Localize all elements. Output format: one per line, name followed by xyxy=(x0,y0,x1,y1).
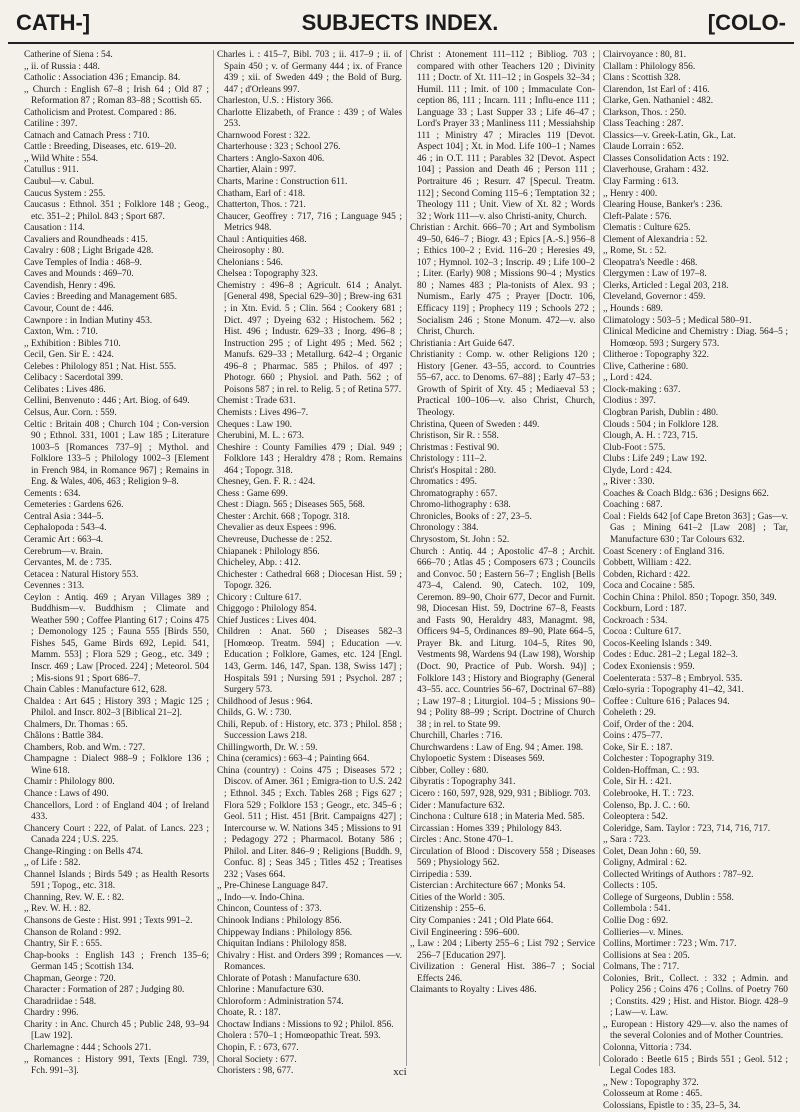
index-entry: Cavendish, Henry : 496. xyxy=(24,280,116,291)
index-entry: Coif, Order of the : 204. xyxy=(603,719,694,730)
index-entry: Cochin China : Philol. 850 ; Topogr. 350, 349. xyxy=(603,592,777,603)
index-entry: Cocos-Keeling Islands : 349. xyxy=(603,638,712,649)
index-entry: Chinook Indians : Philology 856. xyxy=(217,916,342,927)
index-entry: Cheques : Law 190. xyxy=(217,419,292,430)
index-entry: Clodius : 397. xyxy=(603,396,656,407)
index-entry: Cerebrum—v. Brain. xyxy=(24,546,103,557)
index-entry: ,, Pre-Chinese Language 847. xyxy=(217,881,328,892)
index-entry: Cocoa : Culture 617. xyxy=(603,627,682,638)
index-entry: Chapman, George : 720. xyxy=(24,973,116,984)
index-entry: Claverhouse, Graham : 432. xyxy=(603,165,709,176)
index-entry: Colchester : Topography 319. xyxy=(603,754,715,765)
index-entry: Codes : Educ. 281–2 ; Legal 182–3. xyxy=(603,650,738,661)
index-entry: Chap-books : English 143 ; French 135–6; German 145 ; Scottish 134. xyxy=(24,950,209,973)
index-entry: Christ : Atonement 111–112 ; Bibliog. 703 ; compared with other Teachers 120 ; Divinity 111 ; Doctr. of Xt. 111–12 ; in Gospels 32–34 ; Humil. 111 ; Imit. of 100 ; Immaculate Con-ception 86, 111 ; Incarn. 111 ; Influ-ence 111 ; Language 33 ; Last Supper 33 ; Life 46–47 ; Lord's Prayer 33 ; Manliness 111 ; Messiahship 111 ; Ministry 47 ; Miracles 119 [Devot. Aspect 104] ; Xt. in Mod. Life 100–1 ; Names 46 ; in O.T. 111 ; Parables 32 [Devot. Aspect 104] ; Passion and Death 46 ; Person 111 ; Portraiture 46 ; Resurr. 47 [Specul. Treatm. 112] ; Second Coming 115–6 ; Temptation 32 ; Theology 111 ; Unit. View of Xt. 82 ; Words 32 ; Work 111—v. also Christi-anity, Church. xyxy=(410,50,595,222)
index-entry: Charity : in Anc. Church 45 ; Public 248, 93–94 [Law 192]. xyxy=(24,1019,209,1042)
index-entry: Claimants to Royalty : Lives 486. xyxy=(410,985,537,996)
index-entry: Cavalry : 608 ; Light Brigade 428. xyxy=(24,246,154,257)
index-entry: Chester : Archit. 668 ; Topogr. 318. xyxy=(217,511,350,522)
index-entry: Catullus : 911. xyxy=(24,165,79,176)
index-entry: Chiapanek : Philology 856. xyxy=(217,546,320,557)
index-entry: Cinchona : Culture 618 ; in Materia Med. 585. xyxy=(410,812,585,823)
index-entry: Clitheroe : Topography 322. xyxy=(603,350,709,361)
index-entry: College of Surgeons, Dublin : 558. xyxy=(603,892,734,903)
index-entry: Charleston, U.S. : History 366. xyxy=(217,96,334,107)
index-entry: Chief Justices : Lives 404. xyxy=(217,615,317,626)
index-entry: Character : Formation of 287 ; Judging 80. xyxy=(24,985,185,996)
index-entry: Cobden, Richard : 422. xyxy=(603,569,691,580)
index-entry: Chrysostom, St. John : 52. xyxy=(410,534,510,545)
index-entry: Colossians, Epistle to : 35, 23–5, 34. xyxy=(603,1100,741,1111)
index-entry: Clyde, Lord : 424. xyxy=(603,465,673,476)
index-entry: Cheirosophy : 80. xyxy=(217,246,284,257)
index-entry: Chevreuse, Duchesse de : 252. xyxy=(217,534,333,545)
index-entry: Cevennes : 313. xyxy=(24,581,85,592)
index-entry: Clergymen : Law of 197–8. xyxy=(603,269,707,280)
index-entry: Clallam : Philology 856. xyxy=(603,61,696,72)
index-entry: Cawnpore : in Indian Mutiny 453. xyxy=(24,315,153,326)
index-entry: Childs, G. W. : 730. xyxy=(217,708,292,719)
index-entry: Catholic : Association 436 ; Emancip. 84. xyxy=(24,73,181,84)
index-entry: Classics—v. Greek-Latin, Gk., Lat. xyxy=(603,130,736,141)
index-entry: Chelsea : Topography 323. xyxy=(217,269,318,280)
index-entry: Chess : Game 699. xyxy=(217,488,288,499)
index-entry: Coaching : 687. xyxy=(603,500,663,511)
index-entry: Chaucer, Geoffrey : 717, 716 ; Language 945 ; Metrics 948. xyxy=(217,211,402,234)
index-entry: Clinical Medicine and Chemistry : Diag. 564–5 ; Homœop. 593 ; Surgery 573. xyxy=(603,327,788,349)
index-entry: Channel Islands ; Birds 549 ; as Health Resorts 591 ; Topog., etc. 318. xyxy=(24,869,209,892)
index-entry: Catnach and Catnach Press : 710. xyxy=(24,130,150,141)
index-entry: Colden-Hoffman, C. : 93. xyxy=(603,765,700,776)
index-entry: ,, Henry : 400. xyxy=(603,188,658,199)
index-entry: Champagne : Dialect 988–9 ; Folklore 136 ; Wine 618. xyxy=(24,754,209,776)
index-entry: Caubul—v. Cabul. xyxy=(24,177,94,188)
index-entry: Coast Scenery : of England 316. xyxy=(603,546,725,557)
index-entry: China (ceramics) : 663–4 ; Painting 664. xyxy=(217,754,370,765)
index-entry: Clouds : 504 ; in Folklore 128. xyxy=(603,419,719,430)
index-entry: Cavies : Breeding and Management 685. xyxy=(24,292,178,303)
index-entry: Chlorate of Potash : Manufacture 630. xyxy=(217,973,361,984)
index-entry: Central Asia : 344–5. xyxy=(24,511,104,522)
index-entry: Charnwood Forest : 322. xyxy=(217,130,311,141)
index-entry: Chiquitan Indians : Philology 858. xyxy=(217,939,347,950)
index-entry: Chemist : Trade 631. xyxy=(217,396,296,407)
index-entry: Colosseum at Rome : 465. xyxy=(603,1089,703,1100)
index-entry: Class Teaching : 287. xyxy=(603,119,684,130)
index-entry: Chronicles, Books of : 27, 23–5. xyxy=(410,511,532,522)
index-entry: Collins, Mortimer : 723 ; Wm. 717. xyxy=(603,939,737,950)
index-entry: Charles i. : 415–7, Bibl. 703 ; ii. 417–9 ; ii. of Spain 450 ; v. of Germany 444 ; ix. of France 439 ; xii. of Sweden 449 ; the Bold of Burg. 447 ; d'Orleans 997. xyxy=(217,50,402,95)
index-entry: ,, Rev. W. H. : 82. xyxy=(24,904,91,915)
index-entry: Choral Society : 677. xyxy=(217,1054,297,1065)
index-entry: Caucasus : Ethnol. 351 ; Folklore 148 ; Geog., etc. 351–2 ; Philol. 843 ; Sport 687. xyxy=(24,200,209,222)
index-entry: Chivalry : Hist. and Orders 399 ; Romances —v. Romances. xyxy=(217,950,402,973)
index-entry: Chemists : Lives 496–7. xyxy=(217,407,309,418)
index-entry: Christmas : Festival 90. xyxy=(410,442,500,453)
index-entry: Chiggogo : Philology 854. xyxy=(217,604,317,615)
index-entry: Chest : Diagn. 565 ; Diseases 565, 568. xyxy=(217,500,365,511)
index-entry: Cleopatra's Needle : 468. xyxy=(603,257,698,268)
index-entry: Celibates : Lives 486. xyxy=(24,384,106,395)
index-column-1 xyxy=(24,50,209,1077)
index-entry: Clarke, Gen. Nathaniel : 482. xyxy=(603,96,714,107)
index-entry: Cibber, Colley : 680. xyxy=(410,765,489,776)
index-entry: ,, Wild White : 554. xyxy=(24,153,99,164)
index-entry: Cities of the World : 305. xyxy=(410,892,505,903)
index-entry: Cistercian : Architecture 667 ; Monks 54. xyxy=(410,881,566,892)
index-entry: Christ's Hospital : 280. xyxy=(410,465,497,476)
index-entry: Christiania : Art Guide 647. xyxy=(410,338,515,349)
index-entry: Cavaliers and Roundheads : 415. xyxy=(24,234,148,245)
index-entry: Cecil, Gen. Sir E. : 424. xyxy=(24,350,114,361)
index-entry: Club-Foot : 575. xyxy=(603,442,666,453)
index-entry: Chicory : Culture 617. xyxy=(217,592,302,603)
index-entry: Claude Lorrain : 652. xyxy=(603,142,684,153)
index-entry: Clairvoyance : 80, 81. xyxy=(603,50,687,60)
index-entry: Caves and Mounds : 469–70. xyxy=(24,269,134,280)
index-entry: Catiline : 397. xyxy=(24,119,78,130)
index-entry: Chloroform : Administration 574. xyxy=(217,996,344,1007)
index-entry: Cobbett, William : 422. xyxy=(603,558,692,569)
index-column-4 xyxy=(599,50,788,1111)
index-entry: Chippeway Indians : Philology 856. xyxy=(217,927,353,938)
index-entry: Ceylon : Antiq. 469 ; Aryan Villages 389 ; Buddhism—v. Buddhism ; Climate and Weather 590 ; Coffee Planting 617 ; Coins 475 ; Demonology 125 ; Fauna 555 [Birds 550, Fishes 545, Game Birds 692, Lepid. 541, Mamm. 553] ; Flora 529 ; Geog., etc. 349 ; Inscr. 469 ; Law [Proced. 224] ; Meteorol. 504 ; Mis-sions 91 ; Sport 686–7. xyxy=(24,592,209,684)
index-entry: Cleft-Palate : 576. xyxy=(603,211,672,222)
index-entry: Clement of Alexandria : 52. xyxy=(603,234,708,245)
index-entry: Cellini, Benvenuto : 446 ; Art. Biog. of 649. xyxy=(24,396,190,407)
index-entry: Catherine of Siena : 54. xyxy=(24,50,113,60)
index-entry: ,, Law : 204 ; Liberty 255–6 ; List 792 ; Service 256–7 [Education 297]. xyxy=(410,939,595,961)
index-entry: Colebrooke, H. T. : 723. xyxy=(603,789,694,799)
index-entry: Collects : 105. xyxy=(603,881,658,892)
index-entry: Chillingworth, Dr. W. : 59. xyxy=(217,742,318,753)
index-entry: Chincon, Countess of : 373. xyxy=(217,904,322,915)
index-entry: China (country) : Coins 475 ; Diseases 572 ; Discov. of Amer. 361 ; Emigra-tion to U.S. 242 ; Ethnol. 345 ; Exch. Tables 268 ; Figs 627 ; Flora 529 ; Folklore 153 ; Geogr., etc. 345–6 ; Geol. 511 ; Hist. 451 [Brit. Campaigns 427] ; Intercourse w. W. Nations 345 ; Missions to 91 ; Pedagogy 272 ; Pharmacol. Botany 586 ; Philol. and Liter. 846–9 ; Religions [Buddh. 9, Confuc. 8] ; Seas 345 ; Titles 452 ; Treatises 232 ; Vases 664. xyxy=(217,765,402,880)
index-entry: Colorado : Beetle 615 ; Birds 551 ; Geol. 512 ; Legal Codes 183. xyxy=(603,1054,788,1077)
index-entry: Civil Engineering : 596–600. xyxy=(410,927,520,938)
index-entry: Chili, Repub. of : History, etc. 373 ; Philol. 858 ; Succession Laws 218. xyxy=(217,719,402,742)
index-entry: Ceramic Art : 663–4. xyxy=(24,534,104,545)
index-entry: ,, Romances : History 991, Texts [Engl. 739, Fch. 991–3]. xyxy=(24,1054,209,1077)
index-entry: Cider : Manufacture 632. xyxy=(410,800,505,811)
index-entry: Children : Anat. 560 ; Diseases 582–3 [Homœop. Treatm. 594] ; Education —v. Education ; Folklore, Games, etc. 124 [Engl. 143, Germ. 146, 147, Span. 138, Swiss 147] ; Hospitals 591 ; Nursing 591 ; Psychol. 287 ; Surgery 573. xyxy=(217,627,402,696)
index-entry: Clough, A. H. : 723, 715. xyxy=(603,431,698,442)
index-entry: Cleveland, Governor : 459. xyxy=(603,292,706,303)
index-entry: Church : Antiq. 44 ; Apostolic 47–8 ; Archit. 666–70 ; Atlas 45 ; Composers 673 ; Councils and Convoc. 50 ; Eastern 56–7 ; English [Bells 473–4, Calend. 90, Catech. 102, 109, Ceremon. 89–90, Choir 677, Decor and Furnit. 98, Diocesan Hist. 59, Doctrine 67–8, Feasts and Fasts 90, Heraldry 483, Managmt. 98, Officers 94–5, Ordinances 89–90, Plate 664–5, Prayer Bk. and Liturg. 104–5, Rites 90, Vestments 98, Wardens 94 (Law 198), Worship (Doct. 90, Practice of Pub. Worsh. 94)] ; Folklore 143 ; History and Biography (General 43–55. acc. Countries 56–67, Doctrinal 67–88) ; Law 197–8 ; Liturgiol. 104–5 ; Missions 90–94 ; Polity 88–99 ; Script. Doctrine of Church 38 ; in rel. to State 99. xyxy=(410,546,595,730)
index-entry: Civilization : General Hist. 386–7 ; Social Effects 246. xyxy=(410,962,595,984)
index-entry: Causation : 114. xyxy=(24,223,85,234)
index-entry: Cattle : Breeding, Diseases, etc. 619–20. xyxy=(24,142,177,153)
index-entry: Colmans, The : 717. xyxy=(603,962,680,973)
index-entry: Collembola : 541. xyxy=(603,904,671,915)
index-entry: Charlemagne : 444 ; Schools 271. xyxy=(24,1043,152,1054)
index-entry: Chylopoetic System : Diseases 569. xyxy=(410,754,545,765)
page-header xyxy=(0,0,800,46)
index-entry: Chancellors, Lord : of England 404 ; of Ireland 433. xyxy=(24,800,209,823)
index-entry: Citizenship : 255–6. xyxy=(410,904,486,915)
index-entry: Christianity : Comp. w. other Religions 120 ; History [Gener. 43–55, accord. to Countries 55–67, acc. to Denoms. 67–88] ; Early 47–53 ; Growth of Spirit of Xty. 45 ; Mediaeval 53 ; Practical 100–106—v. also Christ, Church, Theology. xyxy=(410,350,595,418)
index-entry: Churchwardens : Law of Eng. 94 ; Amer. 198. xyxy=(410,742,584,753)
index-entry: Chicheley, Abp. : 412. xyxy=(217,558,301,569)
index-entry: Chelonians : 546. xyxy=(217,257,283,268)
index-entry: Chatterton, Thos. : 721. xyxy=(217,200,306,211)
index-entry: Childhood of Jesus : 964. xyxy=(217,696,313,707)
index-entry: Cherubini, M. L. : 673. xyxy=(217,431,304,442)
index-entry: Clogbran Parish, Dublin : 480. xyxy=(603,407,719,418)
index-entry: Chemistry : 496–8 ; Agricult. 614 ; Analyt. [General 498, Special 629–30] ; Brew-ing 631 ; in Xtn. Evid. 5 ; Clin. 564 ; Cookery 681 ; Dict. 497 ; Dyeing 632 ; Histochem. 562 ; Hist. 496 ; Industr. 629–33 ; Inorg. 496–8 ; Instruction 295 ; of Light 495 ; Med. 562 ; Manufs. 629–33 ; Metallurg. 642–4 ; Organic 496–8 ; Pharmac. 585 ; Philos. of 497 ; Photogr. 660 ; Physiol. and Path. 562 ; of Poisons 587 ; in rel. to Relig. 5 ; of Retina 577. xyxy=(217,280,402,395)
index-entry: Cetacea : Natural History 553. xyxy=(24,569,139,580)
index-entry: Charterhouse : 323 ; School 276. xyxy=(217,142,341,153)
index-entry: Caucus System : 255. xyxy=(24,188,106,199)
index-entry: Choctaw Indians : Missions to 92 ; Philol. 856. xyxy=(217,1019,394,1030)
index-entry: Clerks, Articled : Legal 203, 218. xyxy=(603,280,729,291)
index-entry: Cements : 634. xyxy=(24,488,81,499)
index-entry: Cockburn, Lord : 187. xyxy=(603,604,687,615)
index-entry: Charts, Marine : Construction 611. xyxy=(217,177,348,188)
index-entry: Coelenterata : 537–8 ; Embryol. 535. xyxy=(603,673,743,684)
index-entry: Coleridge, Sam. Taylor : 723, 714, 716, 717. xyxy=(603,823,771,834)
index-entry: Change-Ringing : on Bells 474. xyxy=(24,846,144,857)
index-entry: Cibyratis : Topography 341. xyxy=(410,777,516,788)
index-entry: ,, of Life : 582. xyxy=(24,858,81,869)
index-entry: Collected Writings of Authors : 787–92. xyxy=(603,869,754,880)
index-entry: Chantry, Sir F. : 655. xyxy=(24,939,103,950)
page-number: xci xyxy=(393,1066,407,1078)
index-entry: ,, River : 330. xyxy=(603,477,655,488)
index-entry: Chichester : Cathedral 668 ; Diocesan Hist. 59 ; Topogr. 326. xyxy=(217,569,402,592)
index-entry: Colenso, Bp. J. C. : 60. xyxy=(603,800,690,811)
index-entry: Cicero : 160, 597, 928, 929, 931 ; Bibliogr. 703. xyxy=(410,789,591,799)
header-left: CATH-] xyxy=(16,10,91,35)
index-entry: ,, Church : English 67–8 ; Irish 64 ; Old 87 ; Reformation 87 ; Roman 83–88 ; Scottish 65. xyxy=(24,84,209,107)
index-entry: Clock-making : 637. xyxy=(603,384,681,395)
header-title: SUBJECTS INDEX. xyxy=(301,10,499,35)
index-entry: Collieries—v. Mines. xyxy=(603,927,684,938)
index-entry: Cavour, Count de : 446. xyxy=(24,304,114,315)
index-entry: Classes Consolidation Acts : 192. xyxy=(603,153,729,164)
index-entry: Chlorine : Manufacture 630. xyxy=(217,985,324,996)
index-entry: Collie Dog : 692. xyxy=(603,916,669,927)
index-entry: Charters : Anglo-Saxon 406. xyxy=(217,153,325,164)
index-entry: Clearing House, Banker's : 236. xyxy=(603,200,723,211)
index-entry: Caxton, Wm. : 710. xyxy=(24,327,98,338)
index-entry: ,, New : Topography 372. xyxy=(603,1077,699,1088)
index-entry: Cervantes, M. de : 735. xyxy=(24,558,112,569)
index-entry: Catholicism and Protest. Compared : 86. xyxy=(24,107,177,118)
index-entry: Celsus, Aur. Corn. : 559. xyxy=(24,407,117,418)
index-entry: ,, Lord : 424. xyxy=(603,373,652,384)
index-entry: Christology : 111–2. xyxy=(410,454,487,465)
index-entry: ,, Rome, St. : 52. xyxy=(603,246,667,257)
index-entry: Clans : Scottish 328. xyxy=(603,73,681,84)
index-entry: Celtic : Britain 408 ; Church 104 ; Con-version 90 ; Ethnol. 331, 1001 ; Law 185 ; Literature 1003–5 [Romances 737–9] ; Mythol. and Folklore 133–5 ; Philology 1002–3 [Element in French 984, in Romance 967] ; Remains in Eng. & Wales, 406, 463 ; Religion 9–8. xyxy=(24,419,209,488)
index-entry: Chansons de Geste : Hist. 991 ; Texts 991–2. xyxy=(24,916,193,927)
index-entry: Colonies, Brit., Collect. : 332 ; Admin. and Policy 256 ; Coins 476 ; Collns. of Poetry 760 ; Constits. 429 ; Hist. and Histor. Biogr. 428–9 ; Law—v. Law. xyxy=(603,973,788,1019)
index-entry: Chaldea : Art 645 ; History 393 ; Magic 125 ; Philol. and Inscr. 802–3 [Biblical 21–2]. xyxy=(24,696,209,719)
index-entry: Codex Exoniensis : 959. xyxy=(603,661,695,672)
index-entry: Cirripedia : 539. xyxy=(410,869,472,880)
index-entry: Christison, Sir R. : 558. xyxy=(410,431,499,442)
index-entry: Clay Farming : 613. xyxy=(603,177,679,188)
index-entry: Châlons : Battle 384. xyxy=(24,731,104,742)
index-entry: Coal : Fields 642 [of Cape Breton 363] ; Gas—v. Gas ; Mining 641–2 [Law 208] ; Tar, Manufacture 630 ; Tar Colours 632. xyxy=(603,511,788,545)
index-entry: Choate, R. : 187. xyxy=(217,1008,281,1019)
index-entry: Christian : Archit. 666–70 ; Art and Symbolism 49–50, 646–7 ; Biogr. 43 ; Epics [A.-S.] 956–8 ; Ethics 100–2 ; Evid. 116–20 ; Heresies 49, 107 ; Hymnol. 102–3 ; Inscrip. 49 ; Life 100–2 ; Liter. (Early) 908 ; Missions 90–4 ; Mystics 80 ; Names 483 ; Pla-tonists of Alex. 93 ; Numism., Early 475 ; Prayer [Doctr. 106, Efficacy 119] ; Prophecy 119 ; Schools 272 ; Socialism 246 ; Stone Monum. 472—v. also Christ, Church. xyxy=(410,223,595,338)
index-entry: Charlotte Elizabeth, of France : 439 ; of Wales 253. xyxy=(217,107,402,130)
index-entry: Coleoptera : 542. xyxy=(603,812,668,823)
index-entry: Chopin, F. : 673, 677. xyxy=(217,1043,299,1054)
index-entry: Clarkson, Thos. : 250. xyxy=(603,107,687,118)
index-entry: City Companies : 241 ; Old Plate 664. xyxy=(410,916,554,927)
index-entry: Cheshire : County Families 479 ; Dial. 949 ; Folklore 143 ; Heraldry 478 ; Rom. Remains 464 ; Topogr. 318. xyxy=(217,442,402,476)
index-entry: Colet, Dean John : 60, 59. xyxy=(603,846,701,857)
index-entry: Coins : 475–77. xyxy=(603,731,663,742)
index-entry: Channing, Rev. W. E. : 82. xyxy=(24,892,124,903)
index-entry: Chardry : 996. xyxy=(24,1008,79,1019)
index-entry: ,, Hounds : 689. xyxy=(603,304,663,315)
index-entry: Chartier, Alain : 997. xyxy=(217,165,297,176)
index-entry: ,, European : History 429—v. also the names of the several Colonies and of Mother Countries. xyxy=(603,1019,788,1042)
index-entry: Coke, Sir E. : 187. xyxy=(603,742,673,753)
header-rule xyxy=(8,42,794,44)
index-entry: Churchill, Charles : 716. xyxy=(410,731,503,742)
index-entry: Circassian : Homes 339 ; Philology 843. xyxy=(410,823,562,834)
index-entry: Chalmers, Dr. Thomas : 65. xyxy=(24,719,128,730)
index-entry: Cephalopoda : 543–4. xyxy=(24,523,107,534)
index-entry: Chambers, Rob. and Wm. : 727. xyxy=(24,742,145,753)
index-entry: Celibacy : Sacerdotal 399. xyxy=(24,373,123,384)
index-entry: Chancery Court : 222, of Palat. of Lancs. 223 ; Canada 224 ; U.S. 225. xyxy=(24,823,209,846)
index-entry: Collisions at Sea : 205. xyxy=(603,950,690,961)
index-entry: Chamir : Philology 800. xyxy=(24,777,115,788)
index-entry: Clubs : Life 249 ; Law 192. xyxy=(603,454,707,465)
index-entry: ,, Exhibition : Bibles 710. xyxy=(24,338,121,349)
index-entry: Chromatics : 495. xyxy=(410,477,477,488)
index-entry: Cockroach : 534. xyxy=(603,615,668,626)
index-entry: Coffee : Culture 616 ; Palaces 94. xyxy=(603,696,730,707)
index-column-3 xyxy=(406,50,595,1066)
index-entry: Chance : Laws of 490. xyxy=(24,789,109,799)
index-entry: Charadriidae : 548. xyxy=(24,996,97,1007)
index-entry: Coca and Cocaine : 585. xyxy=(603,581,695,592)
index-entry: Coheleth : 29. xyxy=(603,708,656,719)
index-entry: Chromatography : 657. xyxy=(410,488,498,499)
index-entry: Cemeteries : Gardens 626. xyxy=(24,500,124,511)
index-entry: Clarendon, 1st Earl of : 416. xyxy=(603,84,710,95)
index-entry: Choristers : 98, 677. xyxy=(217,1066,294,1077)
index-entry: Clematis : Culture 625. xyxy=(603,223,691,234)
index-entry: Chesney, Gen. F. R. : 424. xyxy=(217,477,316,488)
index-entry: Chaul : Antiquities 468. xyxy=(217,234,307,245)
index-entry: Cholera : 570–1 ; Homœopathic Treat. 593. xyxy=(217,1031,381,1042)
index-entry: ,, Indo—v. Indo-China. xyxy=(217,892,305,903)
index-entry: Chevalier as deux Espees : 996. xyxy=(217,523,337,534)
index-entry: Chromo-lithography : 638. xyxy=(410,500,511,511)
index-entry: Circulation of Blood : Discovery 558 ; Diseases 569 ; Physiology 562. xyxy=(410,846,595,869)
index-entry: Chanson de Roland : 992. xyxy=(24,927,122,938)
index-entry: Chatham, Earl of : 418. xyxy=(217,188,306,199)
index-entry: Climatology : 503–5 ; Medical 580–91. xyxy=(603,315,752,326)
index-entry: Coligny, Admiral : 62. xyxy=(603,858,688,869)
index-entry: ,, ii. of Russia : 448. xyxy=(24,61,100,72)
header-right: [COLO- xyxy=(707,10,786,35)
index-entry: Chronology : 384. xyxy=(410,523,479,534)
index-entry: Cole, Sir H. : 421. xyxy=(603,777,672,788)
index-entry: Chain Cables : Manufacture 612, 628. xyxy=(24,685,167,696)
index-entry: Cœlo-syria : Topography 41–42, 341. xyxy=(603,685,744,696)
index-entry: Circles : Anc. Stone 470–1. xyxy=(410,835,514,846)
index-entry: ,, Sara : 723. xyxy=(603,835,651,846)
index-entry: Colonna, Vittoria : 734. xyxy=(603,1043,692,1054)
index-entry: Christina, Queen of Sweden : 449. xyxy=(410,419,540,430)
index-entry: Celebes : Philology 851 ; Nat. Hist. 555. xyxy=(24,361,177,372)
index-entry: Clive, Catherine : 680. xyxy=(603,361,689,372)
index-entry: Cave Temples of India : 468–9. xyxy=(24,257,142,268)
index-entry: Coaches & Coach Bldg.: 636 ; Designs 662. xyxy=(603,488,769,499)
